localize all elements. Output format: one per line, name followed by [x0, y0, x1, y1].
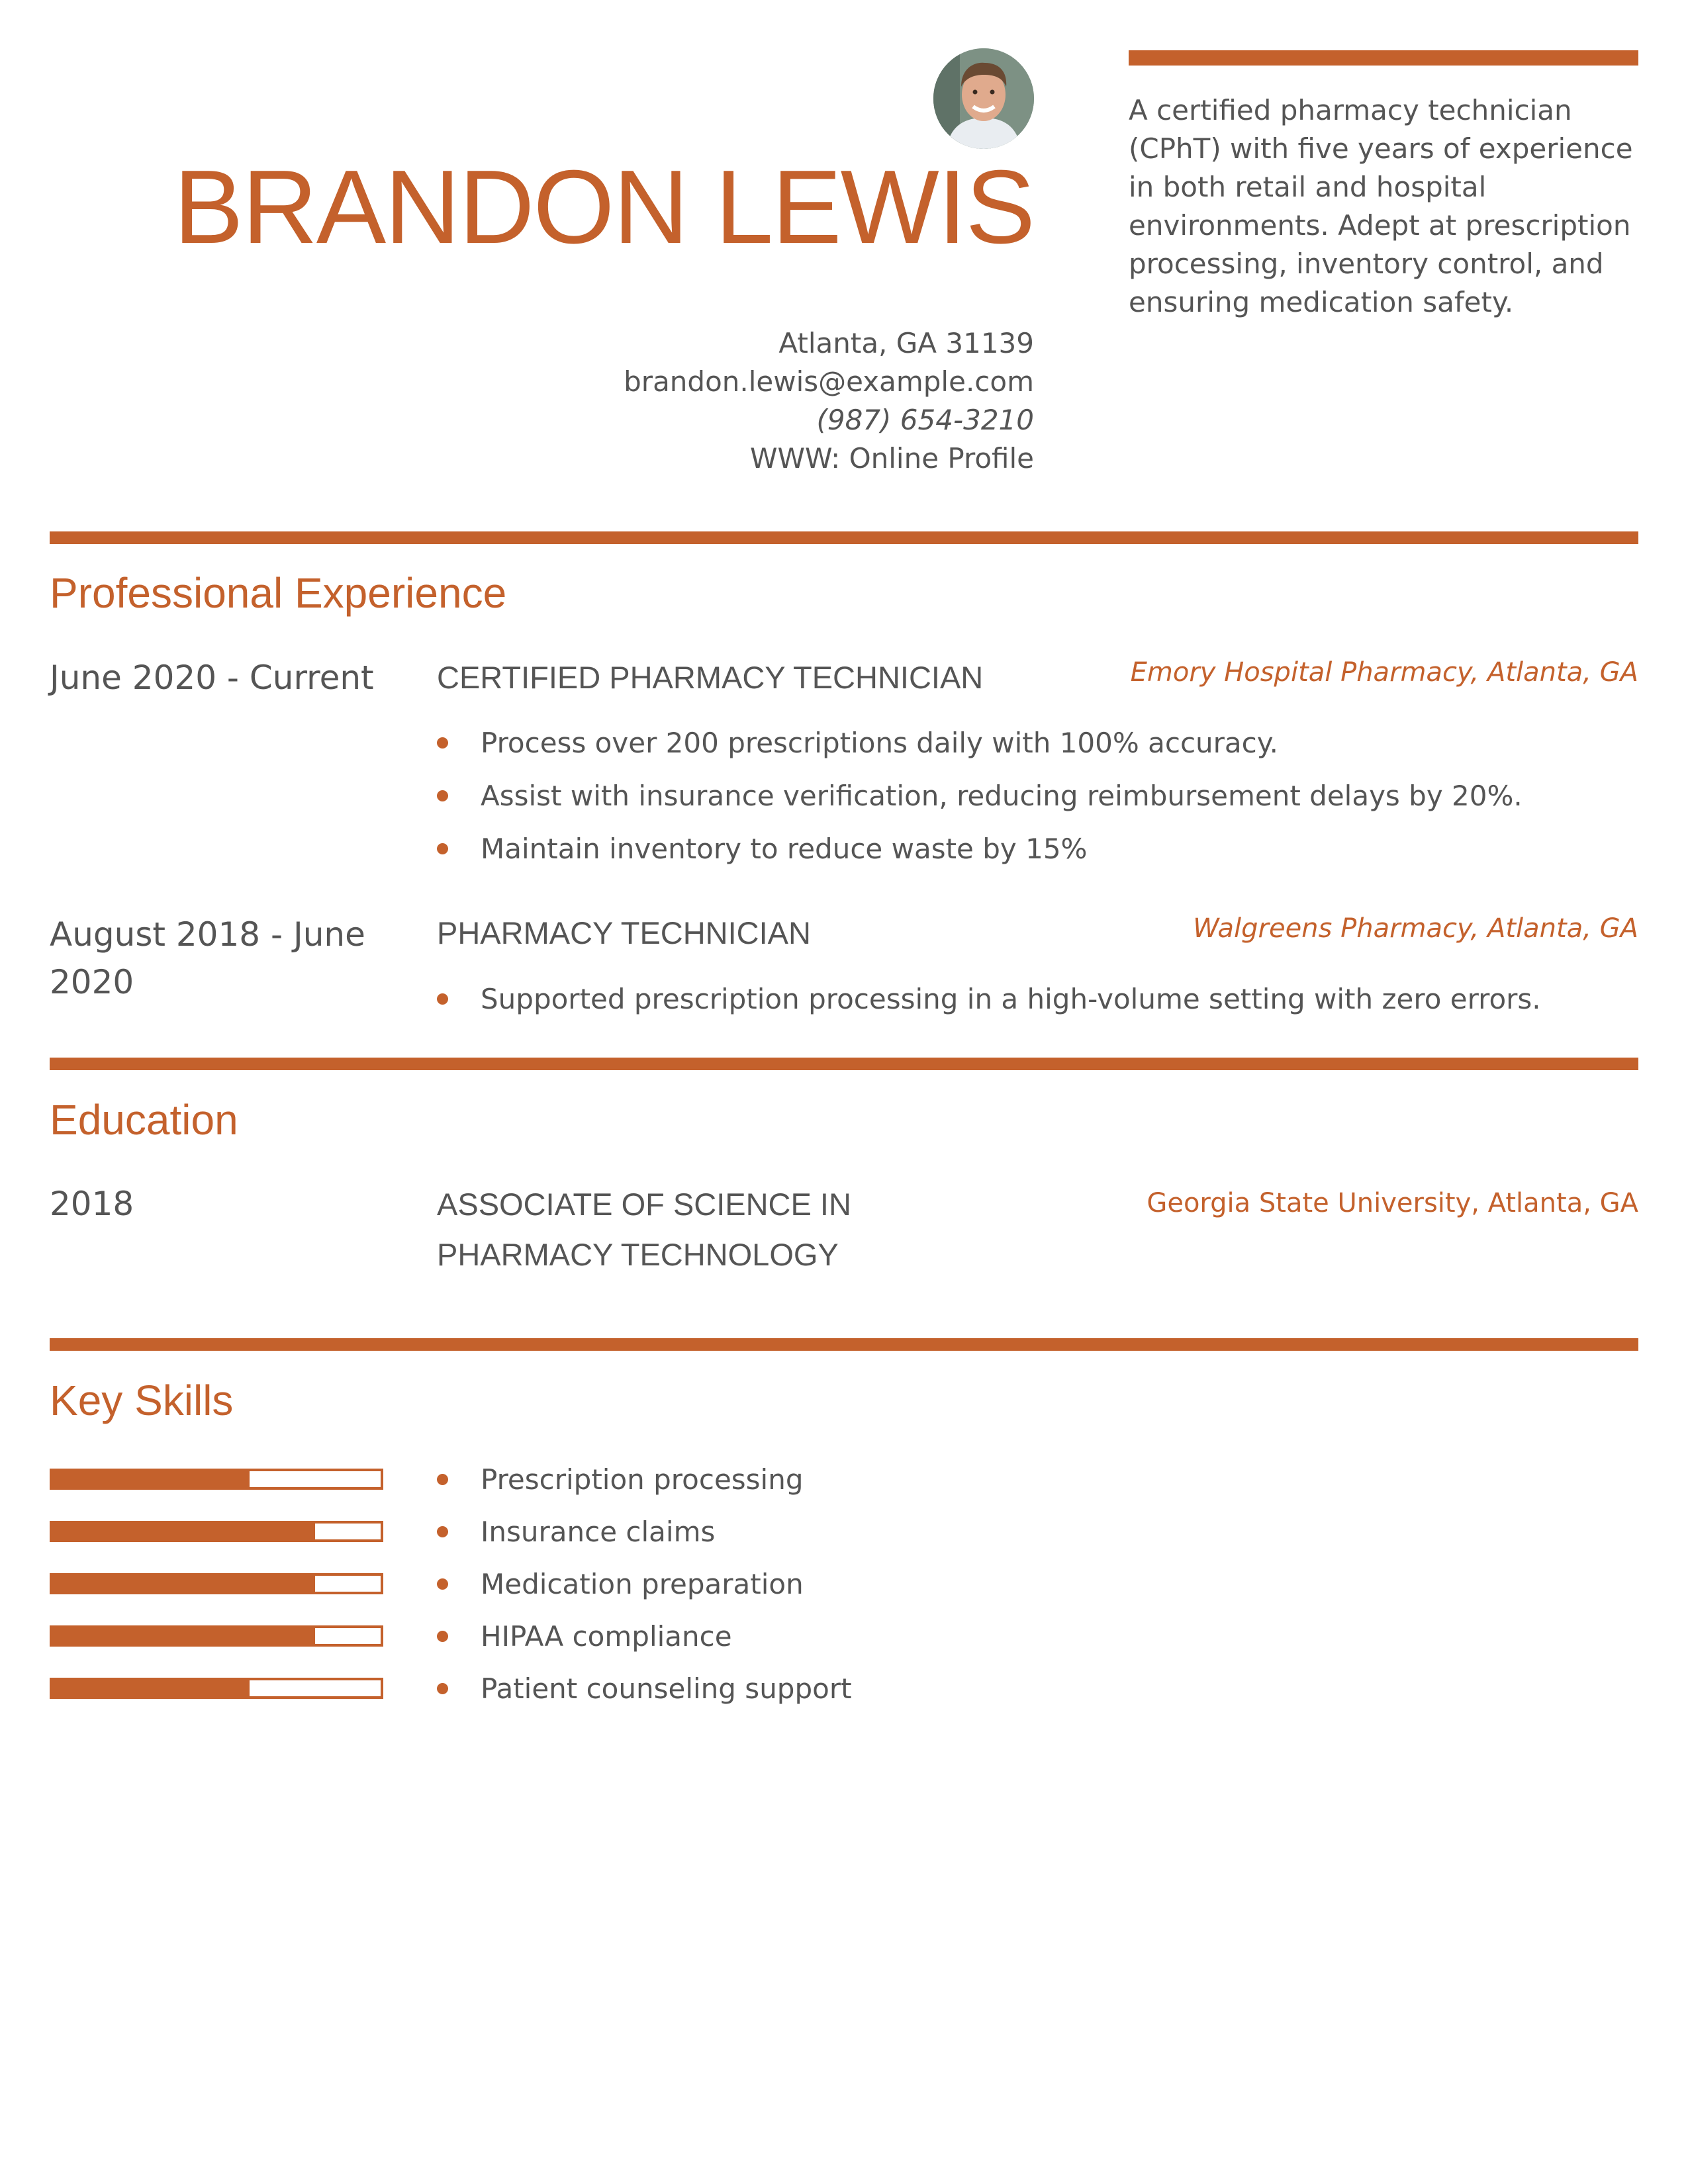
skill-level-fill [52, 1471, 250, 1487]
professional-summary: A certified pharmacy technician (CPhT) with five years of experience in both retail and hospital environments. Adept at prescription processing, inventory control, and ensuring medication safety. [1129, 94, 1633, 318]
skill-level-bar [50, 1521, 383, 1542]
skill-level-fill [52, 1524, 315, 1539]
profile-photo [933, 48, 1034, 149]
section-title-skills: Key Skills [50, 1377, 234, 1424]
contact-block [397, 324, 1034, 478]
address: Atlanta, GA 31139 [778, 327, 1034, 359]
list-item: Assist with insurance verification, reducing reimbursement delays by 20%. [437, 770, 1523, 823]
skills-list [437, 1453, 852, 1715]
section-title-experience: Professional Experience [50, 569, 507, 617]
job-employer: Emory Hospital Pharmacy, Atlanta, GA [1130, 657, 1638, 688]
skill-level-bar [50, 1573, 383, 1594]
section-title-education: Education [50, 1096, 238, 1144]
phone-number[interactable]: (987) 654-3210 [816, 404, 1034, 436]
candidate-name: BRANDON LEWIS [173, 149, 1034, 265]
email-link[interactable]: brandon.lewis@example.com [624, 365, 1034, 398]
skill-item: Medication preparation [437, 1558, 852, 1610]
portrait-image [933, 48, 1034, 149]
list-item: Process over 200 prescriptions daily with 100% accuracy. [437, 717, 1523, 770]
skill-item: HIPAA compliance [437, 1610, 852, 1662]
section-divider [50, 1338, 1638, 1351]
skill-level-fill [52, 1680, 250, 1696]
summary-divider [1129, 50, 1638, 66]
job-dates: June 2020 - Current [50, 659, 374, 697]
job-bullets [437, 973, 1541, 1026]
job-title: PHARMACY TECHNICIAN [437, 915, 811, 950]
skill-level-fill [52, 1576, 315, 1592]
skill-level-bar [50, 1469, 383, 1490]
list-item: Supported prescription processing in a high-volume setting with zero errors. [437, 973, 1541, 1026]
section-divider [50, 1058, 1638, 1070]
skill-level-bar [50, 1625, 383, 1647]
section-divider [50, 531, 1638, 544]
skill-item: Prescription processing [437, 1453, 852, 1506]
job-title: CERTIFIED PHARMACY TECHNICIAN [437, 660, 984, 695]
school-name: Georgia State University, Atlanta, GA [1147, 1188, 1638, 1218]
degree-title: ASSOCIATE OF SCIENCE IN PHARMACY TECHNOLOGY [437, 1187, 851, 1272]
list-item: Maintain inventory to reduce waste by 15% [437, 823, 1523, 876]
job-bullets [437, 717, 1523, 876]
website-link[interactable]: WWW: Online Profile [749, 442, 1034, 475]
skill-item: Insurance claims [437, 1506, 852, 1558]
skill-item: Patient counseling support [437, 1662, 852, 1715]
skill-level-fill [52, 1628, 315, 1644]
skill-level-bar [50, 1678, 383, 1699]
education-year: 2018 [50, 1185, 134, 1223]
job-dates: August 2018 - June 2020 [50, 915, 365, 1001]
job-employer: Walgreens Pharmacy, Atlanta, GA [1193, 913, 1638, 944]
